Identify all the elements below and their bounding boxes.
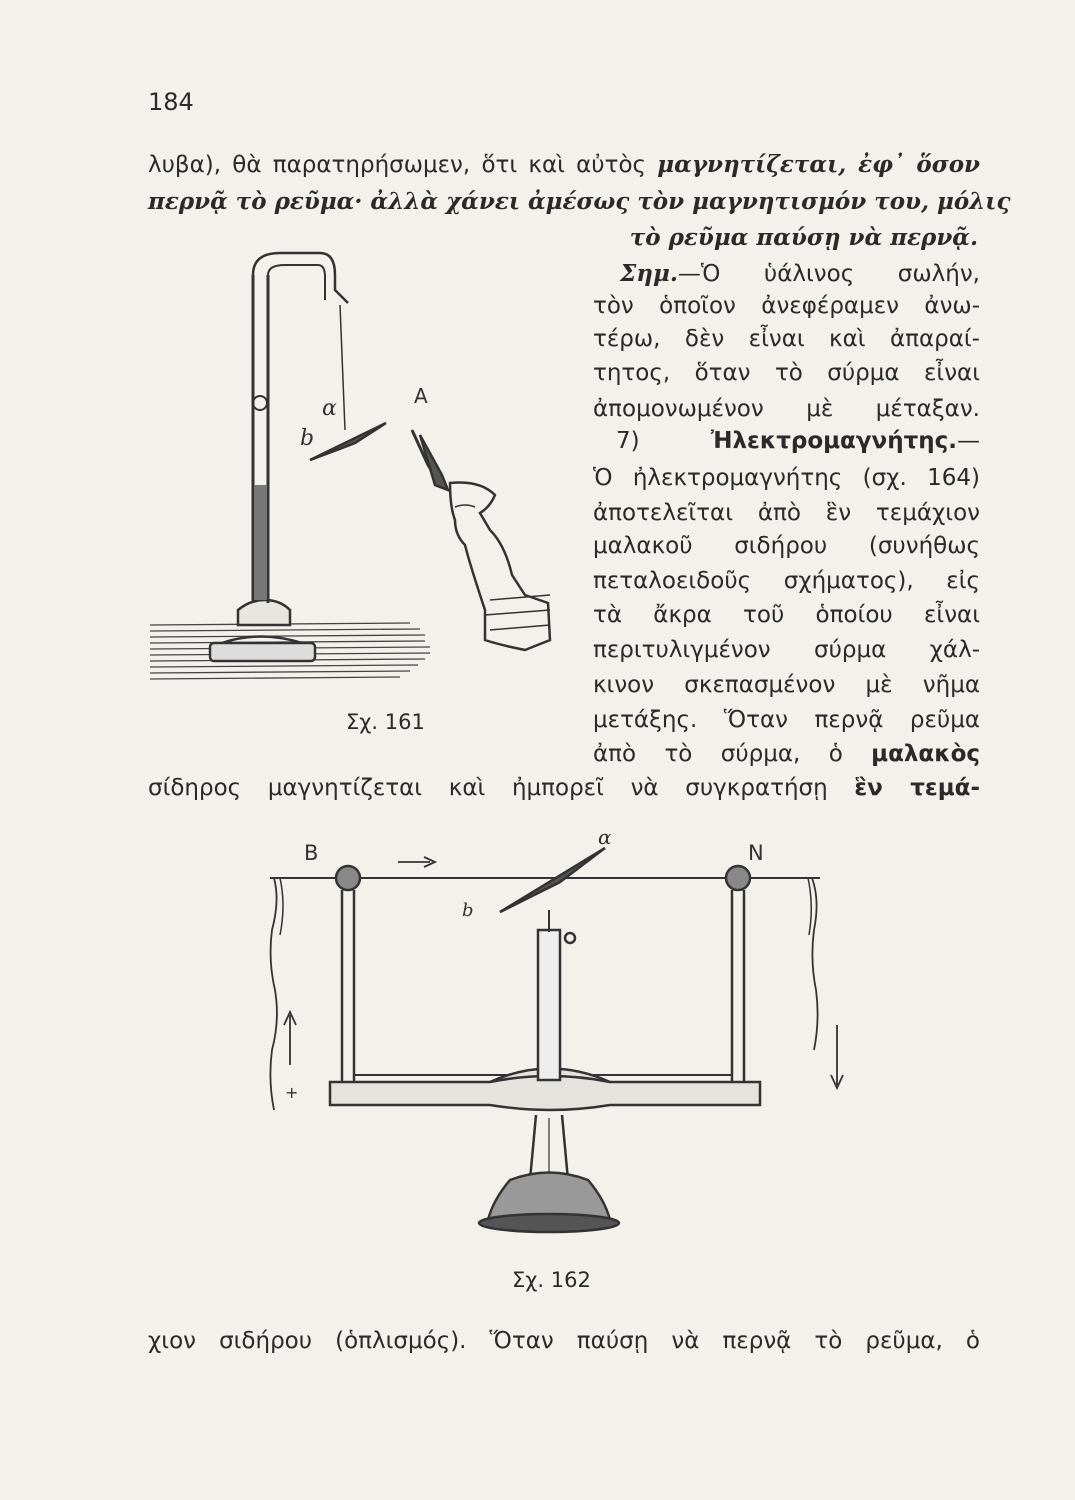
- text-line-4: [620, 259, 980, 289]
- emphasis-run: ἓν τεμά-: [854, 775, 980, 801]
- text-line-15: περιτυλιγμένον σύρμα χάλ-: [593, 637, 980, 663]
- text-line-17: μετάξης. Ὅταν περνᾷ ρεῦμα: [593, 707, 980, 733]
- label-B: B: [304, 841, 319, 865]
- figure-162: [260, 820, 860, 1240]
- text-line-18: [593, 739, 980, 769]
- text-run: —Ὁ ὑάλινος σωλήν,: [677, 261, 980, 287]
- label-plus: +: [285, 1083, 299, 1102]
- emphasis-run: μαλακὸς: [871, 741, 980, 767]
- label-a: α: [598, 825, 612, 849]
- text-line-6: τέρω, δὲν εἶναι καὶ ἀπαραί-: [593, 326, 980, 352]
- text-run: σίδηρος μαγνητίζεται καὶ ἠμπορεῖ νὰ συγκρατήσῃ: [148, 775, 855, 801]
- text-line-14: τὰ ἄκρα τοῦ ὁποίου εἶναι: [593, 602, 980, 628]
- figure-161: [150, 245, 580, 715]
- text-run: —: [957, 428, 980, 454]
- label-N: N: [748, 841, 764, 865]
- text-line-7: τητος, ὅταν τὸ σύρμα εἶναι: [593, 360, 980, 386]
- text-line-12: μαλακοῦ σιδήρου (συνήθως: [593, 533, 980, 559]
- figure-161-caption: Σχ. 161: [346, 710, 425, 734]
- text-run: λυβα), θὰ παρατηρήσωμεν, ὅτι καὶ αὐτὸς: [148, 152, 658, 178]
- text-line-10: Ὁ ἠλεκτρομαγνήτης (σχ. 164): [593, 465, 980, 491]
- figure-162-caption: Σχ. 162: [512, 1268, 591, 1292]
- text-line-19: [148, 773, 980, 803]
- text-line-8: ἀπομονωμένον μὲ μέταξαν.: [593, 396, 980, 422]
- text-line-1: [148, 150, 980, 180]
- section-number: 7): [616, 428, 711, 454]
- text-line-3: τὸ ρεῦμα παύσῃ νὰ περνᾷ.: [629, 224, 978, 251]
- label-A: A: [414, 384, 428, 408]
- text-line-5: τὸν ὁποῖον ἀνεφέραμεν ἀνω-: [593, 293, 980, 319]
- text-line-11: ἀποτελεῖται ἀπὸ ἓν τεμάχιον: [593, 500, 980, 526]
- label-a: α: [322, 396, 337, 421]
- label-b: b: [462, 900, 474, 921]
- text-run: ἀπὸ τὸ σύρμα, ὁ: [593, 741, 872, 767]
- note-label: Σημ.: [620, 260, 678, 287]
- section-title: Ἠλεκτρομαγνήτης.: [710, 428, 957, 454]
- text-line-20: χιον σιδήρου (ὁπλισμός). Ὅταν παύσῃ νὰ περνᾷ τὸ ρεῦμα, ὁ: [148, 1328, 980, 1354]
- page-number: 184: [148, 88, 194, 116]
- emphasis-run: μαγνητίζεται, ἐφ᾽ ὅσον: [657, 151, 980, 178]
- text-line-2: περνᾷ τὸ ρεῦμα· ἀλλὰ χάνει ἀμέσως τὸν μαγνητισμόν του, μόλις: [148, 188, 1011, 215]
- label-b: b: [300, 426, 315, 451]
- text-line-16: κινον σκεπασμένον μὲ νῆμα: [593, 672, 980, 698]
- text-line-9: [616, 426, 980, 456]
- text-line-13: πεταλοειδοῦς σχήματος), εἰς: [593, 568, 980, 594]
